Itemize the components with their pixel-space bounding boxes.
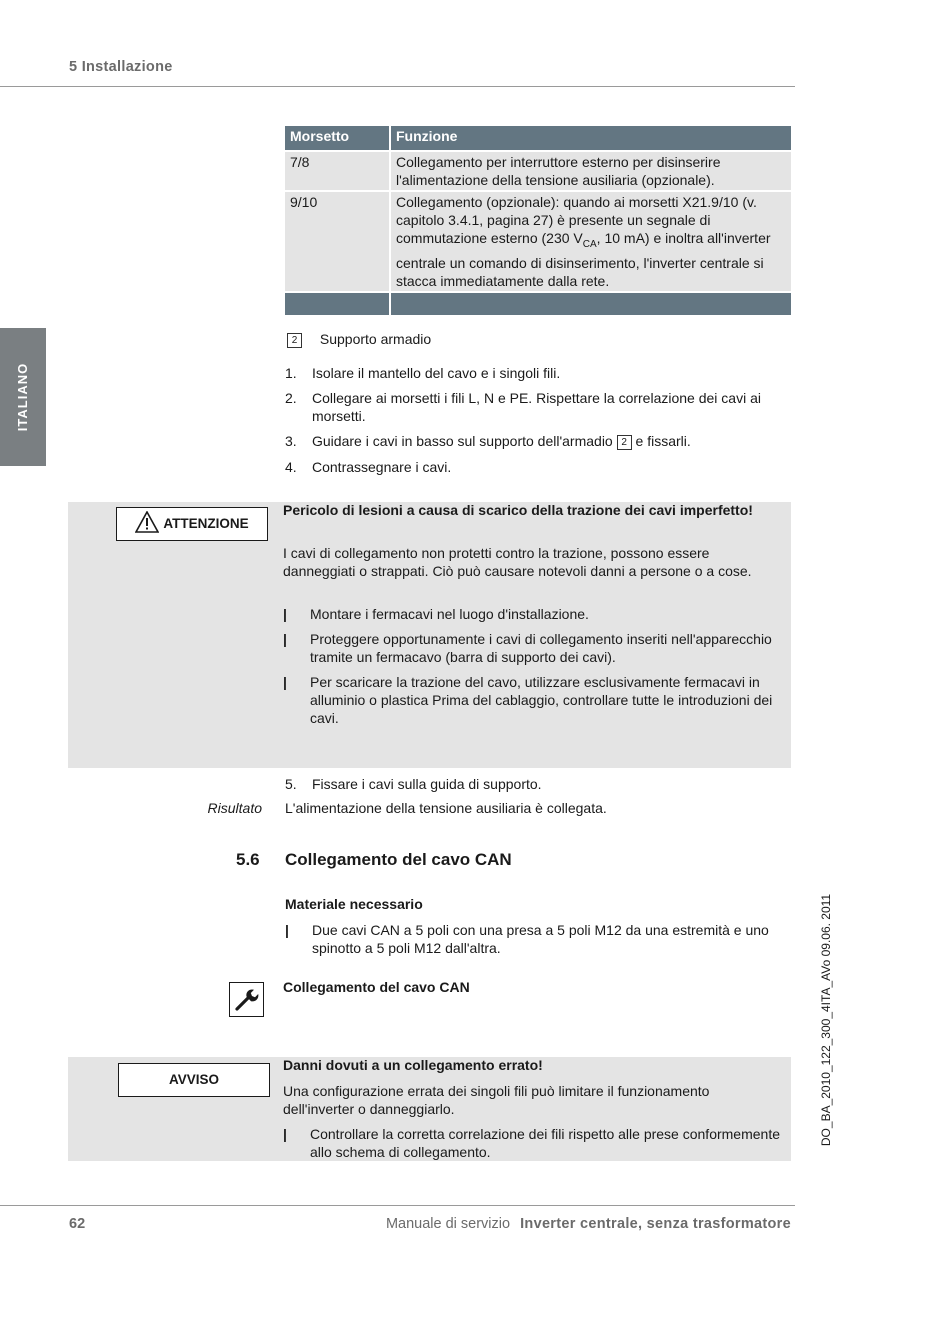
notice-signal-box [118, 1063, 270, 1097]
bullet-marker: | [285, 922, 289, 938]
table-row [285, 192, 791, 291]
page-number: 62 [69, 1216, 86, 1232]
bullet-marker: | [283, 1126, 287, 1142]
function-text-part: , 10 mA) e inoltra all'inverter centrale un comando di disinserimento, l'inverter centrale si stacca immediatamente dalla rete. [396, 230, 771, 289]
footer-product: Inverter centrale, senza trasformatore [520, 1216, 791, 1232]
bullet-marker: | [283, 674, 287, 690]
step-number: 1. [285, 365, 297, 381]
step-number: 3. [285, 433, 297, 449]
step-text-part: e fissarli. [635, 433, 691, 449]
list-item [285, 432, 790, 450]
section-number: 5.6 [236, 850, 260, 869]
footer-document-title [240, 1215, 791, 1233]
section-header: 5 Installazione [69, 59, 173, 75]
step-number: 5. [285, 776, 297, 792]
table-cell-terminal: 9/10 [285, 192, 389, 291]
table-footer-cell [285, 293, 389, 315]
bullet-text: Proteggere opportunamente i cavi di collegamento inseriti nell'apparecchio tramite un fermacavo (barra di supporto dei cavi). [310, 631, 772, 665]
table-header-terminal: Morsetto [285, 126, 389, 150]
step-text: Contrassegnare i cavi. [312, 459, 452, 475]
table-header-function: Funzione [391, 126, 791, 150]
footer-manual: Manuale di servizio [385, 1216, 511, 1232]
bullet-marker: | [283, 606, 287, 622]
bullet-marker: | [283, 631, 287, 647]
result-text: L'alimentazione della tensione ausiliaria è collegata. [285, 800, 607, 816]
step-text: Collegare ai morsetti i fili L, N e PE. Rispettare la correlazione dei cavi ai morsetti. [312, 390, 761, 424]
table-cell-function [391, 192, 791, 291]
function-text-part: Collegamento (opzionale): quando ai morsetti X21.9/10 (v. capitolo 3.4.1, pagina 27) è presente un segnale di commutazione esterno (230 V [396, 194, 757, 246]
table-header-row [285, 126, 791, 150]
table-row [285, 152, 791, 190]
warning-triangle-icon [135, 511, 159, 533]
function-subscript: CA [582, 238, 597, 250]
language-tab-label: ITALIANO [15, 362, 30, 432]
bullet-text: Due cavi CAN a 5 poli con una presa a 5 poli M12 da una estremità e uno spinotto a 5 poli M12 dall'altra. [312, 922, 769, 956]
notice-title: Danni dovuti a un collegamento errato! [283, 1057, 543, 1073]
figure-label: Supporto armadio [319, 331, 432, 347]
language-tab [0, 328, 46, 466]
footer-divider [0, 1205, 795, 1206]
figure-number-box: 2 [617, 435, 632, 450]
wrench-icon [229, 982, 264, 1017]
table-cell-terminal: 7/8 [285, 152, 389, 190]
terminal-table [283, 124, 793, 317]
list-item [285, 458, 790, 476]
list-item [285, 921, 785, 957]
notice-body: Una configurazione errata dei singoli fili può limitare il funzionamento dell'inverter o danneggiarlo. [283, 1083, 710, 1117]
figure-number-box: 2 [287, 333, 302, 348]
material-heading: Materiale necessario [285, 896, 423, 912]
step-text-part: Guidare i cavi in basso sul supporto dell'armadio [312, 433, 613, 449]
step-number: 4. [285, 459, 297, 475]
list-item [285, 775, 790, 793]
figure-reference [287, 330, 431, 348]
warning-signal-word: ATTENZIONE [163, 516, 249, 531]
step-text: Isolare il mantello del cavo e i singoli fili. [312, 365, 561, 381]
bullet-text: Controllare la corretta correlazione dei fili rispetto alle prese conformemente allo schema di collegamento. [310, 1126, 780, 1160]
list-item [283, 1125, 783, 1161]
step-text [312, 432, 790, 450]
step-text: Fissare i cavi sulla guida di supporto. [312, 776, 542, 792]
section-title: Collegamento del cavo CAN [285, 850, 512, 869]
step-number: 2. [285, 390, 297, 406]
list-item [285, 364, 790, 382]
header-divider [0, 86, 795, 87]
table-footer-cell [391, 293, 791, 315]
list-item [283, 673, 783, 727]
notice-signal-word: AVVISO [168, 1072, 219, 1087]
list-item [283, 630, 783, 666]
warning-body: I cavi di collegamento non protetti contro la trazione, possono essere danneggiati o strappati. Ciò può causare notevoli danni a persone o a cose. [283, 545, 752, 579]
list-item [283, 605, 783, 623]
warning-title: Pericolo di lesioni a causa di scarico della trazione dei cavi imperfetto! [283, 502, 753, 518]
bullet-text: Montare i fermacavi nel luogo d'installazione. [310, 606, 589, 622]
warning-signal-box [116, 507, 268, 541]
result-label: Risultato [207, 800, 262, 816]
list-item [285, 389, 790, 425]
table-cell-function: Collegamento per interruttore esterno per disinserire l'alimentazione della tensione ausiliaria (opzionale). [391, 152, 791, 190]
procedure-title: Collegamento del cavo CAN [283, 979, 470, 995]
bullet-text: Per scaricare la trazione del cavo, utilizzare esclusivamente fermacavi in alluminio o plastica Prima del cablaggio, controllare tutte le introduzioni dei cavi. [310, 674, 773, 726]
table-footer-row [285, 293, 791, 315]
document-code: DO_BA_2010_122_300_4ITA_AVo 09.06. 2011 [819, 893, 833, 1147]
